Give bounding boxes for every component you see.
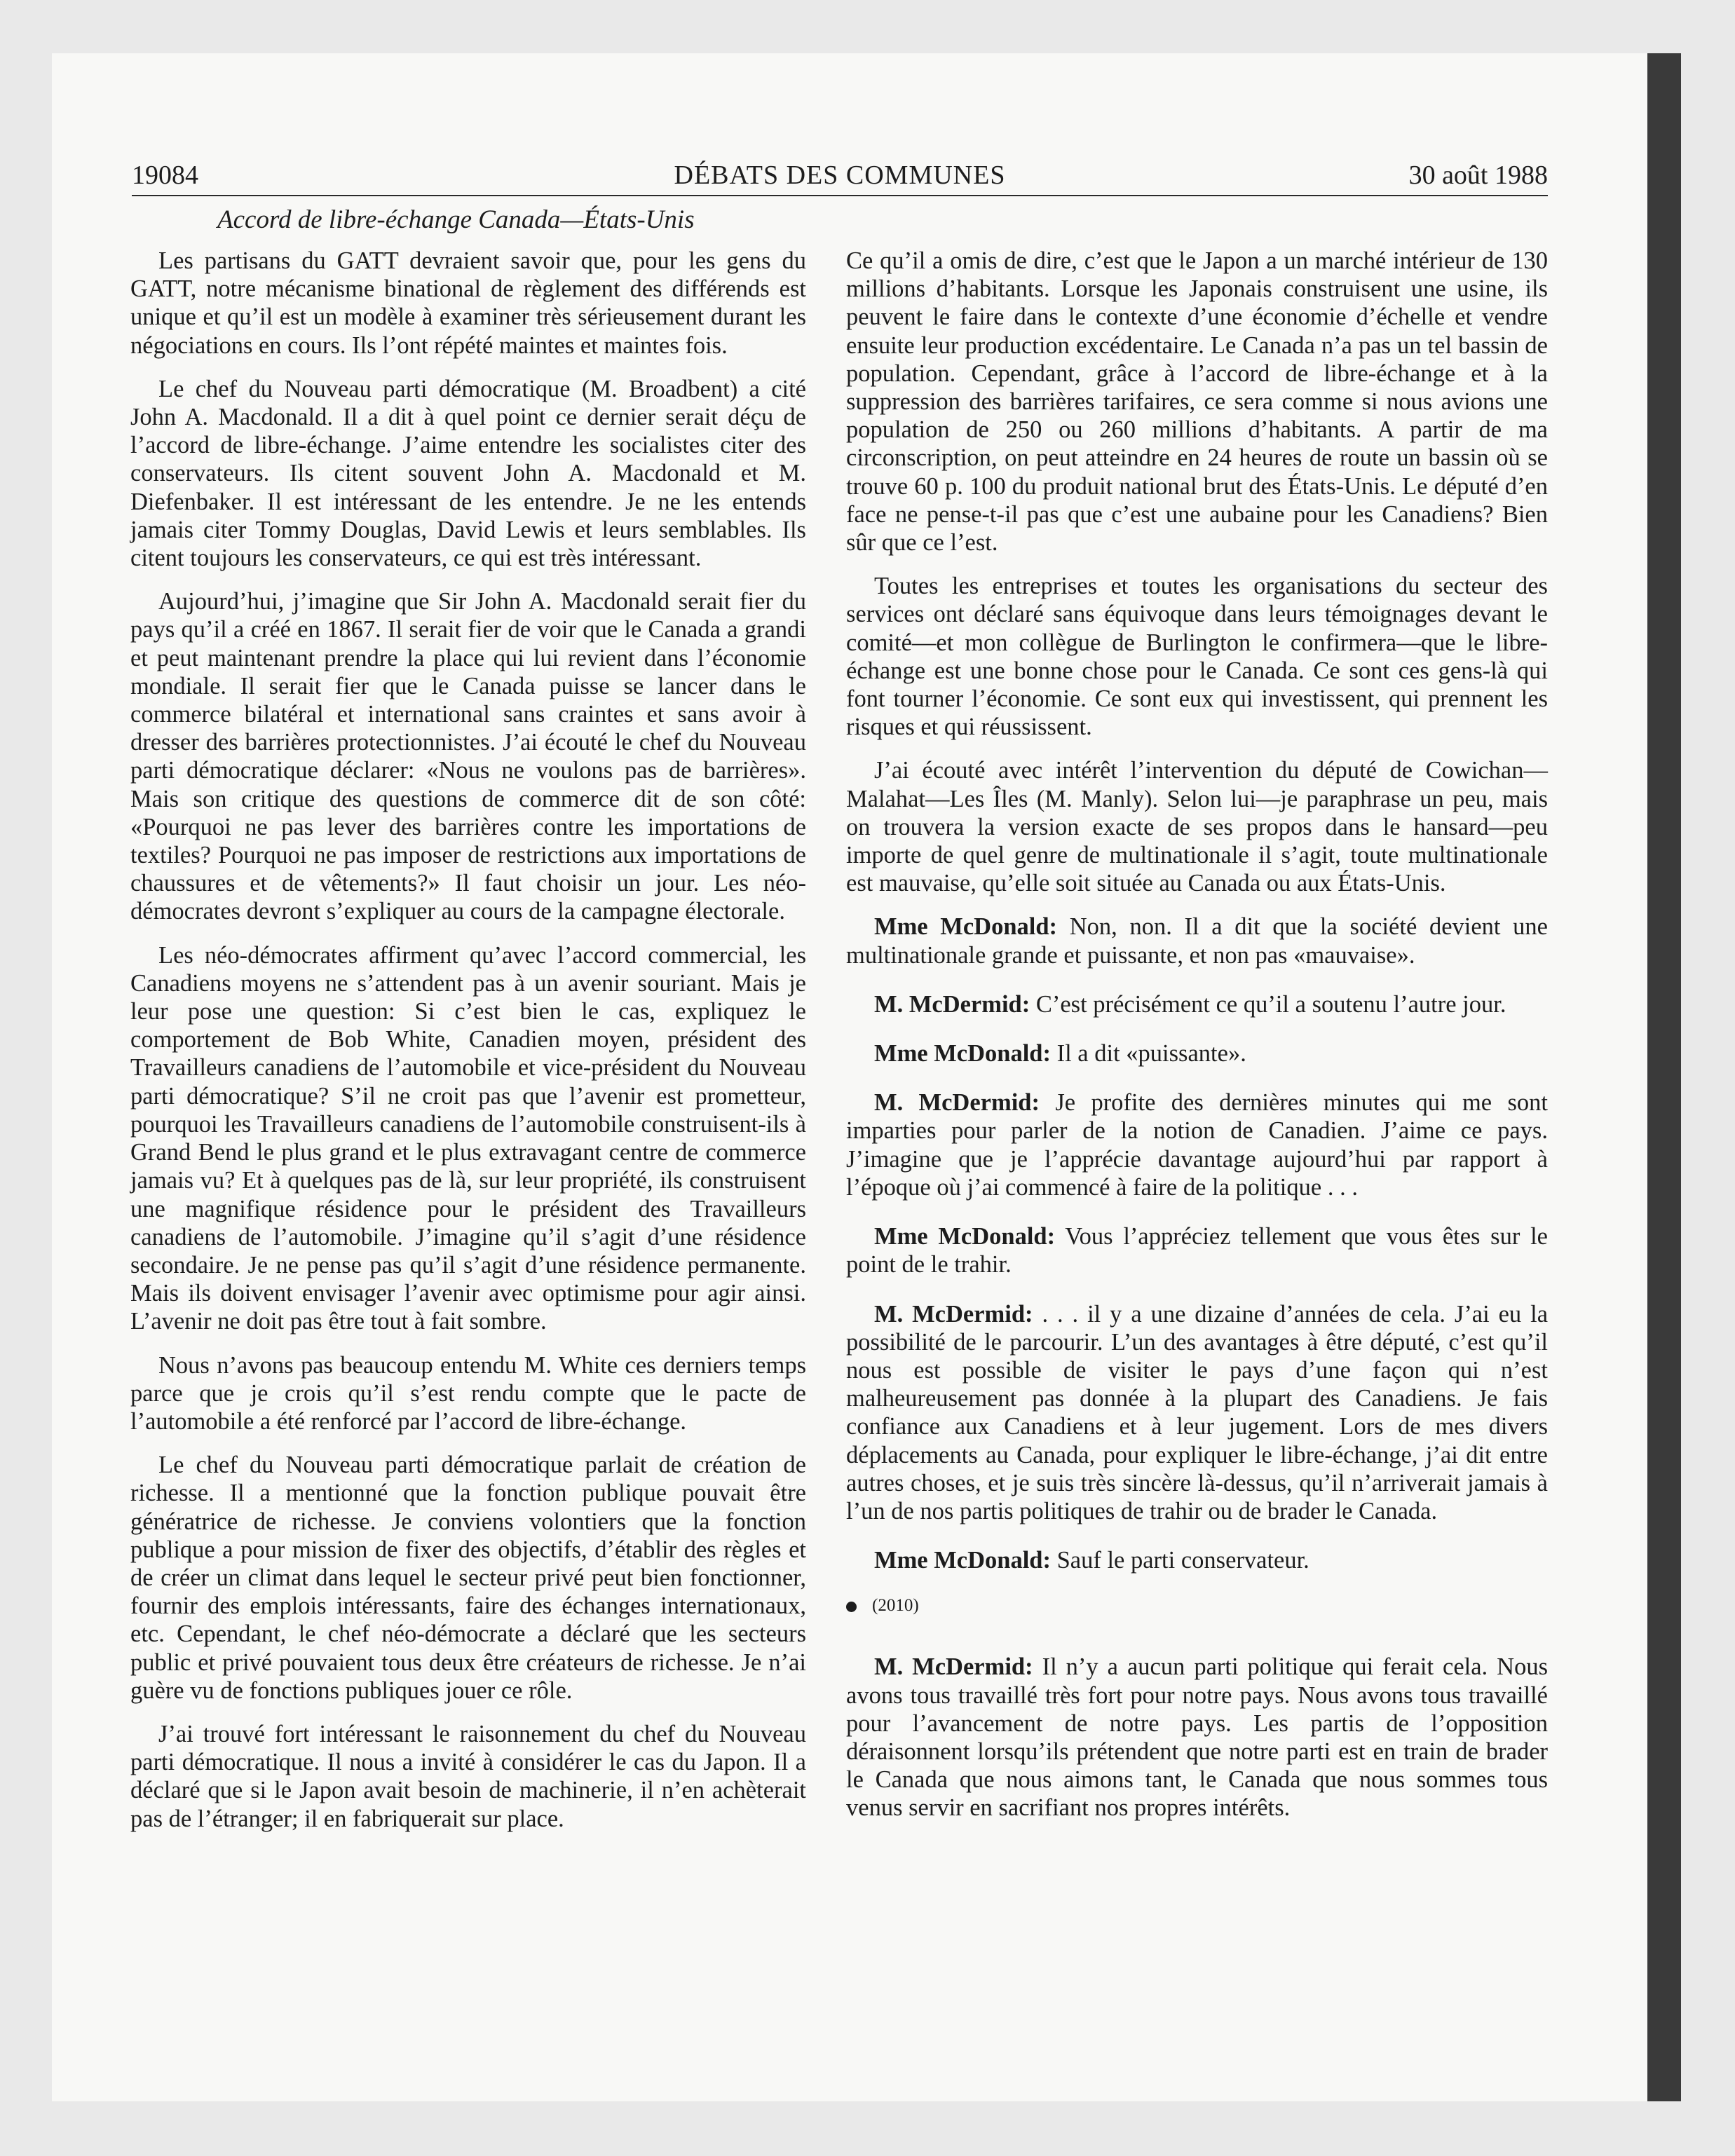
paragraph: Le chef du Nouveau parti démocratique parlait de création de richesse. Il a mentionné que la fonction publique pouvait être génératrice de richesse. Je conviens volontiers que la fonction publique a pour mission de fixer des objectifs, d’établir des règles et de créer un climat dans lequel le secteur privé peut bien fonctionner, fournir des emplois intéressants, faire des échanges internationaux, etc. Cependant, le chef néo-démocrate a déclaré que les secteurs public et privé pouvaient tous deux être créateurs de richesse. Je n’ai guère vu de fonctions publiques jouer ce rôle. xyxy=(130,1452,806,1704)
speech-text: Il n’y a aucun parti politique qui ferait cela. Nous avons tous travaillé très fort pour notre pays. Nous avons tous travaillé pour l’avancement de notre pays. Les partis de l’opposition déraisonnent lorsqu’ils prétendent que notre parti est en train de brader le Canada que nous aimons tant, le Canada que nous sommes tous venus servir en sacrifiant nos propres intérêts. xyxy=(846,1653,1549,1822)
page-edge-shadow xyxy=(1647,53,1681,2101)
speech-entry xyxy=(846,990,1548,1018)
bullet-icon xyxy=(846,1602,857,1612)
speaker-name: Mme McDonald: xyxy=(874,1040,1051,1067)
page-header xyxy=(132,156,1548,196)
paragraph: Les partisans du GATT devraient savoir que, pour les gens du GATT, notre mécanisme binational de règlement des différends est unique et qu’il est un modèle à examiner très sérieusement durant les négociations en cours. Ils l’ont répété maintes et maintes fois. xyxy=(130,247,806,359)
paragraph: Aujourd’hui, j’imagine que Sir John A. Macdonald serait fier du pays qu’il a créé en 1867. Il serait fier de voir que le Canada a grandi et peut maintenant prendre la place qui lui revient dans l’économie mondiale. Il serait fier que le Canada puisse se lancer dans le commerce bilatéral et international sans craintes et sans avoir à dresser des barrières protectionnistes. J’ai écouté le chef du Nouveau parti démocratique déclarer: «Nous ne voulons pas de barrières». Mais son critique des questions de commerce dit de son côté: «Pourquoi ne pas lever des barrières contre les importations de textiles? Pourquoi ne pas imposer de restrictions aux importations de chaussures et de vêtements?» Il faut choisir un jour. Les néo-démocrates devront s’expliquer au cours de la campagne électorale. xyxy=(130,588,806,925)
speaker-name: M. McDermid: xyxy=(874,1300,1033,1328)
speech-entry xyxy=(846,1653,1548,1822)
paragraph: Les néo-démocrates affirment qu’avec l’accord commercial, les Canadiens moyens ne s’attendent pas à un avenir souriant. Mais je leur pose une question: Si c’est bien le cas, expliquez le comportement de Bob White, Canadien moyen, président des Travailleurs canadiens de l’automobile et vice-président du Nouveau parti démocratique? S’il ne croit pas que l’avenir est prometteur, pourquoi les Travailleurs canadiens de l’automobile construisent-ils à Grand Bend le plus grand et le plus extravagant centre de commerce jamais vu? Et à quelques pas de là, sur leur propriété, ils construisent une magnifique résidence pour le président des Travailleurs canadiens de l’automobile. J’imagine qu’il s’agit d’une résidence secondaire. Je ne pense pas qu’il s’agit d’une résidence permanente. Mais ils doivent envisager l’avenir avec optimisme pour agir ainsi. L’avenir ne doit pas être tout à fait sombre. xyxy=(130,941,806,1335)
speech-text: Je profite des dernières minutes qui me sont imparties pour parler de la notion de Canadien. J’aime ce pays. J’imagine que je l’apprécie davantage aujourd’hui par rapport à l’époque où j’ai commencé à faire de la politique . . . xyxy=(846,1089,1548,1201)
speech-text: Sauf le parti conservateur. xyxy=(1056,1547,1309,1574)
paragraph: Le chef du Nouveau parti démocratique (M. Broadbent) a cité John A. Macdonald. Il a dit à quel point ce dernier serait déçu de l’accord de libre-échange. J’aime entendre les socialistes citer des conservateurs. Ils citent souvent John A. Macdonald et M. Diefenbaker. Il est intéressant de les entendre. Je ne les entends jamais citer Tommy Douglas, David Lewis et leurs semblables. Ils citent toujours les conservateurs, ce qui est très intéressant. xyxy=(130,375,806,572)
paragraph: Toutes les entreprises et toutes les organisations du secteur des services ont déclaré sans équivoque dans leurs témoignages devant le comité—et mon collègue de Burlington le confirmera—que le libre-échange est une bonne chose pour le Canada. Ce sont ces gens-là qui font tourner l’économie. Ce sont eux qui investissent, qui prennent les risques et qui réussissent. xyxy=(846,573,1548,741)
right-column xyxy=(846,247,1548,1843)
left-column xyxy=(130,247,806,1848)
paragraph: J’ai trouvé fort intéressant le raisonnement du chef du Nouveau parti démocratique. Il nous a invité à considérer le cas du Japon. Il a déclaré que si le Japon avait besoin de machinerie, il n’en achèterait pas de l’étranger; il en fabriquerait sur place. xyxy=(130,1720,806,1832)
page-number: 19084 xyxy=(132,161,198,190)
speech-text: Vous l’appréciez tellement que vous êtes sur le point de le trahir. xyxy=(846,1223,1548,1278)
speech-entry xyxy=(846,1300,1548,1526)
speaker-name: M. McDermid: xyxy=(874,990,1030,1018)
speech-entry xyxy=(846,1222,1548,1278)
speaker-name: Mme McDonald: xyxy=(874,1223,1056,1250)
debate-subject: Accord de libre-échange Canada—États-Unis xyxy=(217,205,695,234)
sitting-date: 30 août 1988 xyxy=(1408,161,1548,190)
paragraph: J’ai écouté avec intérêt l’intervention du député de Cowichan—Malahat—Les Îles (M. Manly). Selon lui—je paraphrase un peu, mais on trouvera la version exacte de ses propos dans le hansard—peu importe de quel genre de multinationale il s’agit, toute multinationale est mauvaise, qu’elle soit située au Canada ou aux États-Unis. xyxy=(846,757,1548,897)
time-marker xyxy=(846,1595,1548,1616)
speech-text: Il a dit «puissante». xyxy=(1056,1040,1246,1067)
speech-entry xyxy=(846,1039,1548,1067)
speaker-name: M. McDermid: xyxy=(874,1653,1033,1681)
time-marker-text: (2010) xyxy=(872,1596,919,1616)
publication-title: DÉBATS DES COMMUNES xyxy=(674,161,1006,190)
speaker-name: M. McDermid: xyxy=(874,1089,1040,1117)
speech-text: C’est précisément ce qu’il a soutenu l’autre jour. xyxy=(1035,990,1506,1018)
speech-entry xyxy=(846,1546,1548,1574)
speaker-name: Mme McDonald: xyxy=(874,1547,1051,1574)
speech-text: Non, non. Il a dit que la société devient une multinationale grande et puissante, et non pas «mauvaise». xyxy=(846,913,1548,969)
paragraph-continuation: Ce qu’il a omis de dire, c’est que le Japon a un marché intérieur de 130 millions d’habitants. Lorsque les Japonais construisent une usine, ils peuvent le faire dans le contexte d’une économie d’échelle et vendre ensuite leur production excédentaire. Le Canada n’a pas un tel bassin de population. Cependant, grâce à l’accord de libre-échange et à la suppression des barrières tarifaires, ce sera comme si nous avions une population de 250 ou 260 millions d’habitants. A partir de ma circonscription, on peut atteindre en 24 heures de route un bassin où se trouve 60 p. 100 du produit national brut des États-Unis. Le député d’en face ne pense-t-il pas que c’est une aubaine pour les Canadiens? Bien sûr que ce l’est. xyxy=(846,247,1548,557)
speech-text: . . . il y a une dizaine d’années de cela. J’ai eu la possibilité de le parcourir. L’un des avantages à être député, c’est qu’il nous est possible de visiter le pays d’une façon qui n’est malheureusement pas donnée à la plupart des Canadiens. Je fais confiance aux Canadiens et à leur jugement. Lors de mes divers déplacements au Canada, pour expliquer le libre-échange, j’ai dit entre autres choses, et je suis très sincère là-dessus, qu’il n’arriverait jamais à l’un de nos partis politiques de trahir ou de brader le Canada. xyxy=(846,1300,1549,1524)
speech-entry xyxy=(846,913,1548,969)
speaker-name: Mme McDonald: xyxy=(874,913,1058,941)
speech-entry xyxy=(846,1089,1548,1201)
paragraph: Nous n’avons pas beaucoup entendu M. White ces derniers temps parce que je crois qu’il s’est rendu compte que le pacte de l’automobile a été renforcé par l’accord de libre-échange. xyxy=(130,1351,806,1435)
